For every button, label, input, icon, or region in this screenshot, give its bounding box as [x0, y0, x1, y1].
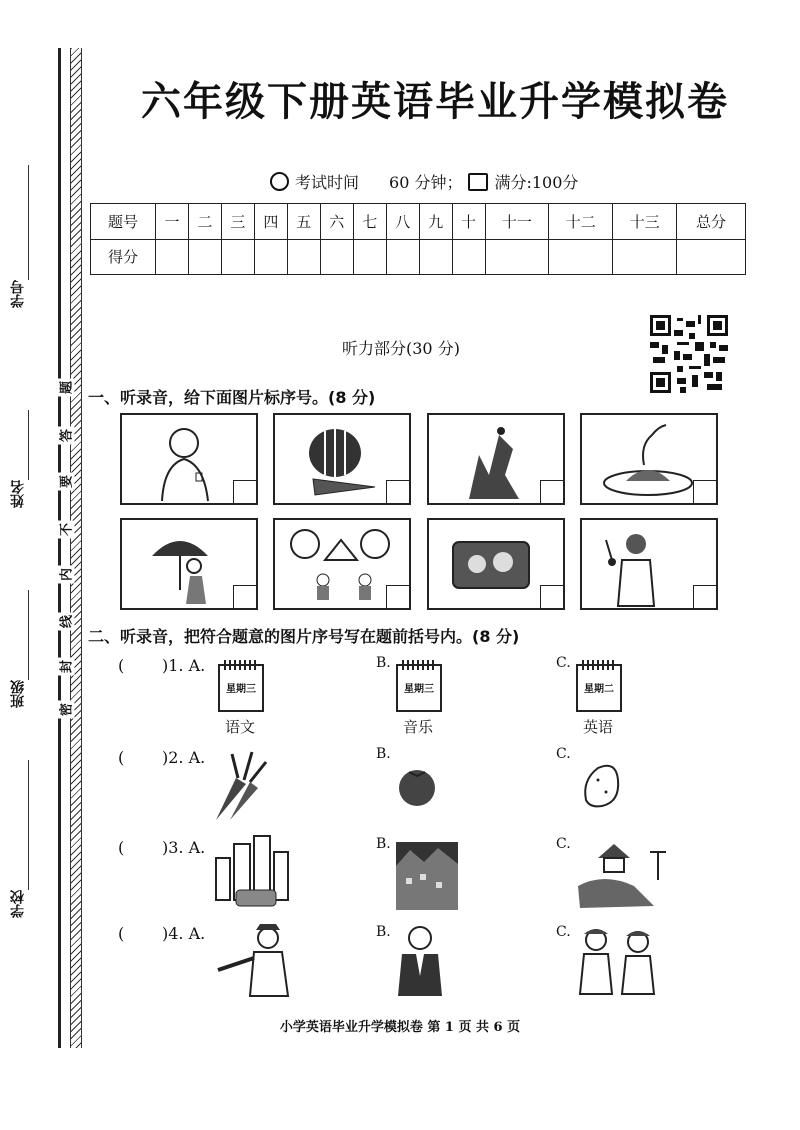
picture-rain-umbrella [120, 518, 258, 610]
question-number: )4. A. [162, 924, 206, 943]
section1-heading: 一、听录音，给下面图片标序号。(8 分) [88, 388, 376, 407]
name-field[interactable] [8, 410, 48, 530]
page-footer: 小学英语毕业升学模拟卷 第 1 页 共 6 页 [279, 1020, 521, 1035]
page-title: 六年级下册英语毕业升学模拟卷 [141, 79, 729, 125]
time-label: 考试时间 [295, 173, 360, 192]
seal-char: 要 [56, 473, 75, 491]
seal-char: 答 [56, 427, 75, 445]
option-letter: B. [376, 836, 391, 852]
answer-box[interactable] [540, 585, 563, 608]
calendar-day: 星期三 [404, 684, 434, 695]
table-col: 九 [419, 204, 452, 240]
seal-char: 不 [56, 521, 75, 539]
answer-box[interactable] [386, 480, 409, 503]
school-field[interactable] [8, 760, 48, 930]
seal-char: 线 [56, 613, 75, 631]
name-label: 姓名 [10, 480, 26, 508]
score-cell[interactable] [485, 239, 549, 275]
picture-dragon-dance [427, 413, 565, 505]
question-number: )3. A. [162, 838, 206, 857]
businessman-icon [392, 924, 448, 1000]
table-col-total: 总分 [677, 204, 746, 240]
score-cell[interactable] [156, 239, 189, 275]
option-letter: B. [376, 746, 391, 762]
table-col: 二 [188, 204, 221, 240]
section2-heading: 二、听录音，把符合题意的图片序号写在题前括号内。(8 分) [88, 627, 520, 646]
option-caption: 音乐 [402, 718, 433, 736]
calendar-day: 星期二 [584, 684, 614, 695]
score-cell[interactable] [353, 239, 386, 275]
calendar-icon [396, 664, 442, 712]
calendar-day: 星期三 [226, 684, 256, 695]
answer-paren[interactable]: ( [118, 838, 125, 857]
table-col: 十一 [485, 204, 549, 240]
answer-paren[interactable]: ( [118, 924, 125, 943]
answer-box[interactable] [540, 480, 563, 503]
listening-title: 听力部分(30 分) [342, 339, 460, 358]
option-letter: C. [556, 924, 571, 940]
answer-box[interactable] [233, 585, 256, 608]
table-header-label: 题号 [91, 204, 156, 240]
class-field[interactable] [8, 590, 48, 740]
answer-box[interactable] [386, 585, 409, 608]
table-col: 十 [452, 204, 485, 240]
table-col: 五 [287, 204, 320, 240]
option-caption: 语文 [224, 718, 255, 736]
score-value: :100分 [526, 173, 579, 192]
score-table-header [91, 204, 746, 240]
answer-paren[interactable]: ( [118, 656, 125, 675]
city-icon [212, 834, 306, 912]
score-icon [468, 173, 488, 191]
picture-watermelon [273, 413, 411, 505]
calendar-icon [576, 664, 622, 712]
answer-box[interactable] [693, 480, 716, 503]
seal-char: 密 [56, 701, 75, 719]
table-col: 三 [221, 204, 254, 240]
seal-char: 封 [56, 658, 75, 676]
option-letter: C. [556, 836, 571, 852]
option-letter: B. [376, 924, 391, 940]
score-table [90, 203, 746, 275]
score-cell[interactable] [320, 239, 353, 275]
score-cell[interactable] [549, 239, 613, 275]
mountain-village-icon [396, 842, 458, 910]
seal-char: 题 [56, 379, 75, 397]
table-col: 十三 [613, 204, 677, 240]
picture-campsite-kids [273, 518, 411, 610]
table-col: 七 [353, 204, 386, 240]
picture-sign-plate [427, 518, 565, 610]
score-cell[interactable] [386, 239, 419, 275]
option-letter: B. [376, 655, 391, 671]
table-col: 六 [320, 204, 353, 240]
answer-box[interactable] [233, 480, 256, 503]
carrots-icon [206, 748, 270, 824]
qr-code-icon[interactable] [650, 315, 728, 393]
answer-paren[interactable]: ( [118, 748, 125, 767]
score-cell[interactable] [254, 239, 287, 275]
option-caption: 英语 [582, 718, 613, 736]
option-letter: C. [556, 655, 571, 671]
exam-info [270, 170, 578, 193]
table-row-label: 得分 [91, 239, 156, 275]
picture-noodles [580, 413, 718, 505]
binding-hatch [70, 48, 82, 1048]
table-col: 八 [386, 204, 419, 240]
calendar-icon [218, 664, 264, 712]
score-label: 满分 [494, 173, 527, 192]
question-number: )2. A. [162, 748, 206, 767]
countryside-icon [574, 836, 682, 912]
score-cell[interactable] [419, 239, 452, 275]
table-col: 四 [254, 204, 287, 240]
score-cell[interactable] [452, 239, 485, 275]
score-cell[interactable] [677, 239, 746, 275]
school-label: 学校 [10, 890, 26, 918]
student-id-label: 学号 [10, 280, 26, 308]
table-col: 一 [156, 204, 189, 240]
time-value: 60 分钟； [389, 173, 463, 192]
class-label: 班级 [10, 680, 26, 708]
table-col: 十二 [549, 204, 613, 240]
potato-icon [578, 760, 624, 810]
score-cell[interactable] [287, 239, 320, 275]
score-table-row [91, 239, 746, 275]
binding-line [58, 48, 61, 1048]
picture-old-man [120, 413, 258, 505]
answer-box[interactable] [693, 585, 716, 608]
clock-icon [270, 172, 289, 191]
option-letter: C. [556, 746, 571, 762]
score-cell[interactable] [613, 239, 677, 275]
tomato-icon [394, 764, 440, 808]
seal-char: 内 [56, 566, 75, 584]
question-number: )1. A. [162, 656, 206, 675]
score-cell[interactable] [188, 239, 221, 275]
picture-scientist [580, 518, 718, 610]
score-cell[interactable] [221, 239, 254, 275]
police-officer-icon [212, 922, 306, 998]
workers-icon [574, 924, 664, 996]
student-id-field[interactable] [8, 165, 48, 345]
